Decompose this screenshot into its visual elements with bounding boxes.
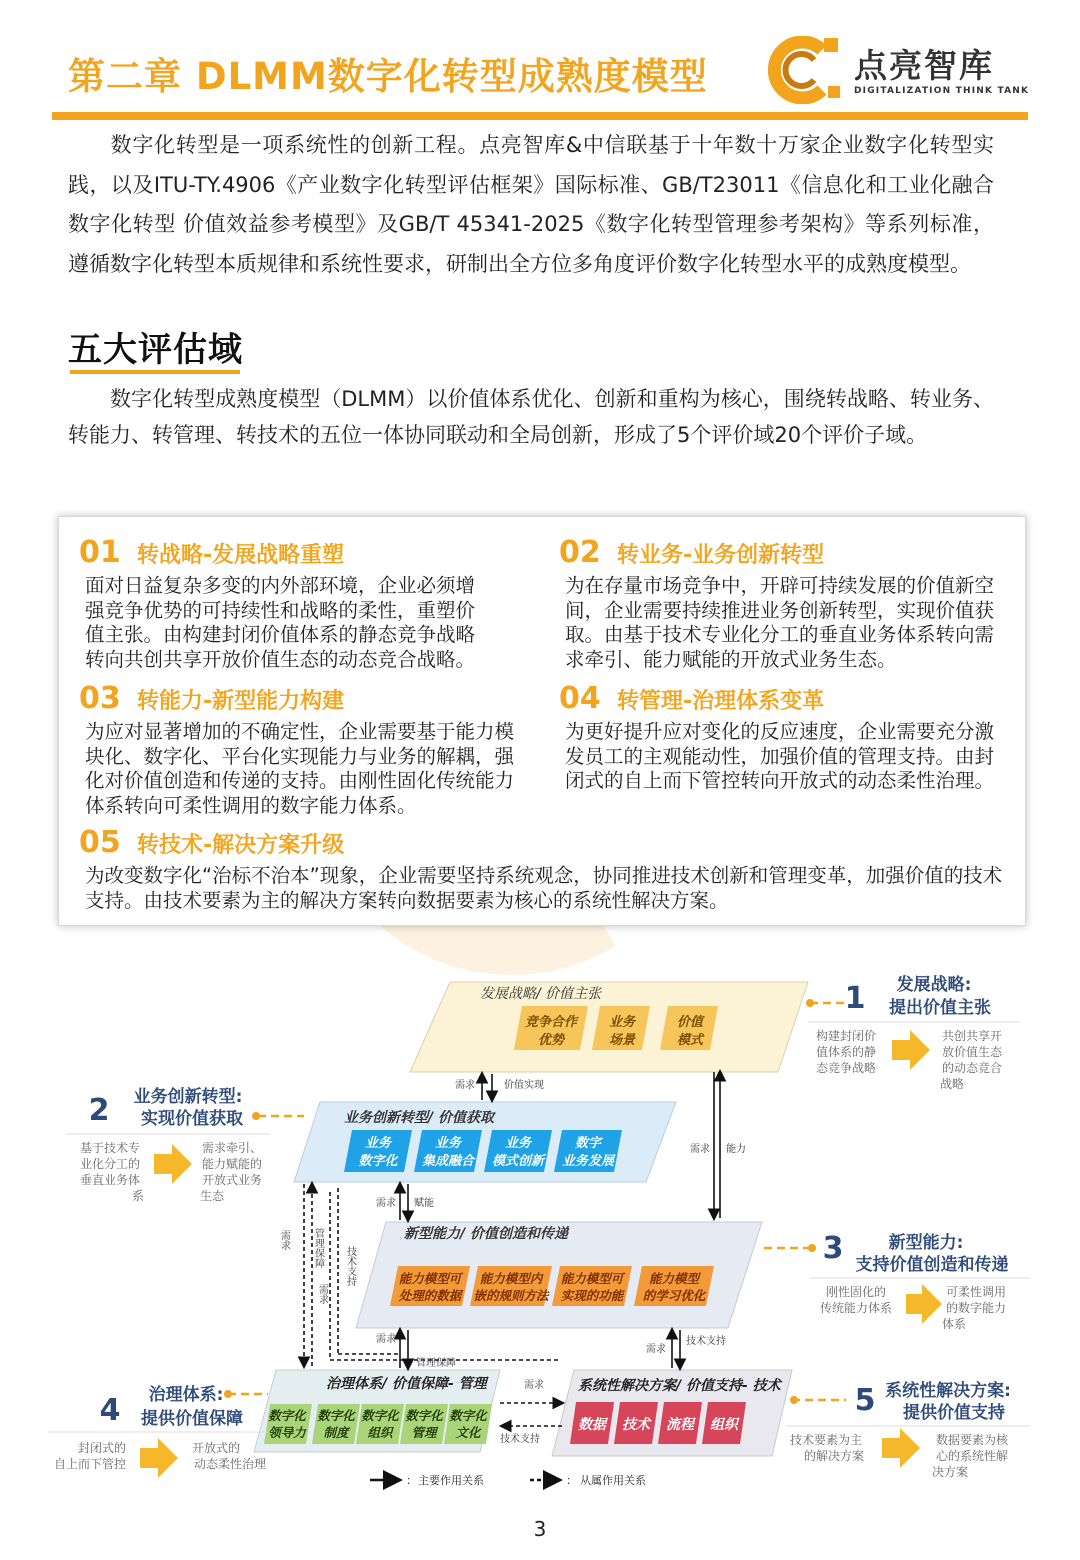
side-subtitle: 提供价值保障 [141,1409,243,1429]
svg-text:场景: 场景 [608,1033,636,1048]
svg-text:开放式的: 开放式的 [191,1441,241,1455]
label-mgmt-guarantee: 管理保障 [416,1358,456,1369]
side-number: 1 [844,981,866,1016]
domains-panel [58,516,1026,926]
svg-text:开放式业务: 开放式业务 [201,1173,263,1187]
svg-text:基于技术专: 基于技术专 [79,1141,141,1155]
domain-item [79,535,489,672]
svg-text:构建封闭价: 构建封闭价 [815,1029,877,1043]
svg-text:数字化: 数字化 [405,1408,443,1423]
domain-text: 面对日益复杂多变的内外部环境，企业必须增强竞争优势的可持续性和战略的柔性，重塑价值主张。由构建封闭价值体系的静态竞争战略转向共创共享开放价值生态的动态竞合战略。 [85,574,476,671]
domain-text: 为改变数字化“治标不治本”现象，企业需要坚持系统观念，协同推进技术创新和管理变革，加强价值的技术支持。由技术要素为主的解决方案转向数据要素为核心的系统性解决方案。 [85,864,1003,912]
svg-text:的动态竞合: 的动态竞合 [941,1061,1003,1075]
governance-layer-title: 治理体系/ 价值保障- 管理 [326,1376,487,1392]
solution-layer-title: 系统性解决方案/ 价值支持- 技术 [578,1378,781,1394]
solution-layer [552,1370,792,1456]
domain-item [559,681,1009,794]
label-demand: 需求 [316,1284,328,1304]
svg-text:能力模型内: 能力模型内 [479,1271,543,1286]
svg-text:：: ： [566,1474,577,1487]
svg-text:：: ： [406,1474,417,1487]
side-annotation-5 [786,1380,1030,1479]
svg-text:组织: 组织 [710,1417,738,1433]
svg-text:需求牵引、: 需求牵引、 [201,1141,263,1155]
business-layer-title: 业务创新转型/ 价值获取 [344,1110,494,1126]
arrow-right-icon [140,1438,178,1478]
svg-text:模式创新: 模式创新 [491,1154,545,1169]
domain-title: 转管理-治理体系变革 [617,689,825,714]
svg-text:数据: 数据 [578,1417,606,1433]
label-demand: 需求 [690,1144,710,1155]
logo-name: 点亮智库 [854,46,994,85]
svg-text:能力赋能的: 能力赋能的 [201,1157,263,1171]
svg-text:动态柔性治理: 动态柔性治理 [193,1457,267,1471]
svg-text:竞争合作: 竞争合作 [524,1015,578,1030]
svg-text:优势: 优势 [537,1033,565,1048]
svg-text:数字化: 数字化 [449,1408,487,1423]
arrow-right-icon [882,1428,920,1468]
capability-layer-title: 新型能力/ 价值创造和传递 [404,1226,568,1242]
side-title: 业务创新转型: [133,1087,243,1107]
diagram-legend [370,1473,646,1487]
svg-text:业务: 业务 [364,1136,392,1151]
svg-text:嵌的规则方法: 嵌的规则方法 [473,1288,549,1303]
logo-subtitle: DIGITALIZATION THINK TANK [854,86,1030,96]
svg-text:能力模型: 能力模型 [648,1271,700,1286]
side-annotation-2 [66,1086,304,1203]
domain-title: 转能力-新型能力构建 [137,689,345,714]
strategy-box [592,1006,650,1050]
side-number: 4 [99,1393,121,1428]
svg-text:共创共享开: 共创共享开 [941,1029,1003,1043]
svg-text:态竞争战略: 态竞争战略 [815,1061,877,1075]
svg-text:模式: 模式 [676,1033,704,1048]
domain-number: 05 [79,825,121,860]
label-tech-support: 技术支持 [344,1246,356,1286]
svg-text:数字化: 数字化 [361,1408,399,1423]
intro-text: 数字化转型是一项系统性的创新工程。点亮智库&中信联基于十年数十万家企业数字化转型实践，以及ITU-TY.4906《产业数字化转型评估框架》国际标准、GB/T23011《信息化和工业化融合 数字化转型 价值效益参考模型》及GB/T 45341-2025《数字化转型管理参考架构》等系列标准，遵循数字化转型本质规律和系统性要求，研制出全方位多角度评价数字化转型水平的成熟度模型。 [68,133,994,276]
svg-text:集成融合: 集成融合 [421,1154,475,1169]
svg-text:能力模型可: 能力模型可 [398,1271,462,1286]
legend-main-label: 主要作用关系 [418,1474,484,1487]
arrow-right-icon [154,1144,192,1184]
svg-text:数据要素为核: 数据要素为核 [935,1433,1009,1447]
domain-item [79,681,519,818]
svg-text:技术: 技术 [622,1417,650,1433]
svg-text:管理: 管理 [411,1425,437,1440]
side-number: 2 [88,1093,110,1128]
svg-text:的数字能力: 的数字能力 [945,1301,1007,1315]
svg-text:制度: 制度 [323,1425,349,1440]
svg-text:业务: 业务 [504,1136,532,1151]
section-paragraph [68,381,994,453]
label-mgmt-guarantee: 管理保障 [312,1228,324,1268]
svg-text:值体系的静: 值体系的静 [815,1045,877,1059]
svg-text:领导力: 领导力 [268,1425,306,1440]
svg-text:文化: 文化 [455,1425,481,1440]
dlmm-diagram [0,960,1080,1500]
capability-layer [356,1222,762,1328]
svg-text:数字化: 数字化 [268,1408,306,1423]
label-tech-support: 技术支持 [686,1336,726,1347]
svg-text:封闭式的: 封闭式的 [77,1441,127,1455]
domain-title: 转业务-业务创新转型 [617,543,825,568]
svg-text:体系: 体系 [941,1317,967,1331]
arrow-right-icon [892,1030,930,1070]
svg-text:生态: 生态 [199,1189,225,1203]
svg-text:业化分工的: 业化分工的 [79,1157,141,1171]
svg-text:能力模型可: 能力模型可 [560,1271,624,1286]
svg-text:实现的功能: 实现的功能 [560,1288,624,1303]
side-subtitle: 支持价值创造和传递 [855,1255,1009,1275]
side-number: 3 [822,1231,844,1266]
side-title: 发展战略: [896,975,972,995]
page-number: 3 [533,1517,547,1541]
svg-text:自上而下管控: 自上而下管控 [53,1457,127,1471]
svg-text:处理的数据: 处理的数据 [398,1288,462,1303]
domain-text: 为更好提升应对变化的反应速度，企业需要充分激发员工的主观能动性，加强价值的管理支持。由封闭式的自上而下管控转向开放式的动态柔性治理。 [565,720,995,792]
svg-text:放价值生态: 放价值生态 [941,1045,1003,1059]
legend-sub-label: 从属作用关系 [580,1474,646,1487]
domain-title: 转战略-发展战略重塑 [137,543,345,568]
side-title: 系统性解决方案: [885,1381,1011,1401]
domain-item [79,825,1009,913]
label-demand: 需求 [376,1198,396,1209]
domain-text: 为在存量市场竞争中，开辟可持续发展的价值新空间，企业需要持续推进业务创新转型，实现价值获取。由基于技术专业化分工的垂直业务体系转向需求牵引、能力赋能的开放式业务生态。 [565,574,995,671]
side-annotation-4 [48,1384,268,1478]
label-value-realize: 价值实现 [504,1080,544,1091]
svg-text:数字化: 数字化 [358,1154,398,1169]
label-demand: 需求 [524,1380,544,1391]
svg-text:刚性固化的: 刚性固化的 [825,1285,887,1299]
svg-text:业务: 业务 [608,1015,636,1030]
svg-text:可柔性调用: 可柔性调用 [945,1285,1007,1299]
domain-number: 04 [559,681,601,716]
svg-text:的解决方案: 的解决方案 [803,1449,865,1463]
side-annotation-3 [764,1231,1030,1331]
strategy-layer [410,982,808,1072]
page-header [52,30,1028,122]
logo-mark-icon [766,36,850,104]
domain-number: 01 [79,535,121,570]
domain-number: 02 [559,535,601,570]
svg-text:心的系统性解: 心的系统性解 [935,1449,1009,1463]
side-title: 新型能力: [888,1233,964,1253]
domain-item [559,535,1009,672]
svg-text:传统能力体系: 传统能力体系 [819,1301,893,1315]
svg-text:数字化: 数字化 [317,1408,355,1423]
section-title: 五大评估域 [68,330,243,370]
strategy-layer-title: 发展战略/ 价值主张 [480,986,602,1002]
label-demand: 需求 [455,1080,475,1091]
section-underline [70,370,240,374]
svg-text:垂直业务体: 垂直业务体 [79,1173,141,1187]
svg-text:战略: 战略 [939,1077,965,1091]
label-capability: 能力 [726,1144,746,1155]
domain-title: 转技术-解决方案升级 [137,833,345,858]
strategy-box [514,1006,588,1050]
side-annotation-1 [806,974,1020,1091]
svg-text:流程: 流程 [666,1417,694,1433]
business-layer [294,1102,676,1182]
side-subtitle: 实现价值获取 [141,1109,243,1129]
chapter-title: 第二章 DLMM数字化转型成熟度模型 [68,55,708,98]
svg-text:业务: 业务 [434,1136,462,1151]
svg-text:系: 系 [131,1189,145,1203]
label-enable: 赋能 [414,1198,434,1209]
domain-number: 03 [79,681,121,716]
governance-layer [254,1370,500,1452]
domain-text: 为应对显著增加的不确定性，企业需要基于能力模块化、数字化、平台化实现能力与业务的解耦，强化对价值创造和传递的支持。由刚性固化传统能力体系转向可柔性调用的数字能力体系。 [85,720,515,817]
side-subtitle: 提供价值支持 [903,1403,1005,1423]
svg-text:数字: 数字 [574,1136,602,1151]
label-tech-support: 技术支持 [500,1434,540,1445]
header-rule [52,112,1028,120]
side-subtitle: 提出价值主张 [889,998,991,1018]
strategy-box [660,1006,718,1050]
side-number: 5 [854,1383,876,1418]
label-demand: 需求 [376,1334,396,1345]
svg-text:价值: 价值 [676,1015,704,1030]
label-demand: 需求 [278,1230,290,1250]
brand-logo [766,36,1028,104]
svg-text:决方案: 决方案 [931,1465,969,1479]
section-text: 数字化转型成熟度模型（DLMM）以价值体系优化、创新和重构为核心，围绕转战略、转业务、转能力、转管理、转技术的五位一体协同联动和全局创新，形成了5个评价域20个评价子域。 [68,387,994,447]
svg-text:技术要素为主: 技术要素为主 [789,1433,863,1447]
svg-text:组织: 组织 [367,1425,393,1440]
label-demand: 需求 [646,1344,666,1355]
svg-text:业务发展: 业务发展 [561,1154,615,1169]
svg-text:的学习优化: 的学习优化 [642,1288,706,1303]
intro-paragraph [68,126,994,284]
arrow-right-icon [906,1284,942,1324]
side-title: 治理体系: [148,1385,224,1405]
